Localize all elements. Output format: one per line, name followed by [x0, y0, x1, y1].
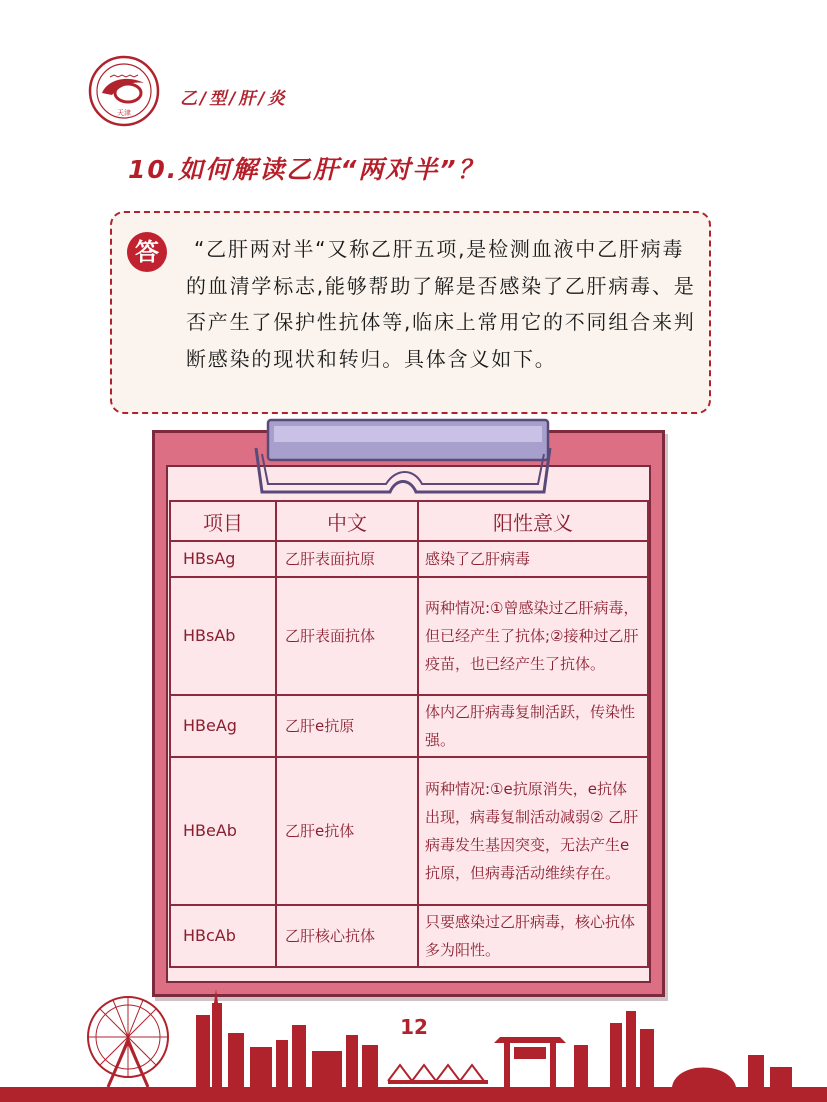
series-title: 乙/型/肝/炎 — [180, 89, 288, 109]
row-chinese: 乙肝e抗原 — [276, 695, 418, 757]
header-item: 项目 — [170, 501, 276, 541]
table-header-row — [170, 501, 648, 541]
answer-text: “乙肝两对半“又称乙肝五项,是检测血液中乙肝病毒的血清学标志,能够帮助了解是否感染了乙肝病毒、是否产生了保护性抗体等,临床上常用它的不同组合来判断感染的现状和转归。具体含义如下。 — [186, 237, 696, 371]
row-meaning: 两种情况:①e抗原消失，e抗体出现，病毒复制活动减弱② 乙肝病毒发生基因突变，无法产生e抗原，但病毒活动维续存在。 — [418, 757, 648, 905]
header-chinese: 中文 — [276, 501, 418, 541]
row-item: HBeAb — [170, 757, 276, 905]
row-item: HBsAb — [170, 577, 276, 695]
table-row — [170, 695, 648, 757]
hbv-marker-table — [169, 500, 649, 968]
row-meaning: 只要感染过乙肝病毒，核心抗体多为阳性。 — [418, 905, 648, 967]
row-chinese: 乙肝表面抗体 — [276, 577, 418, 695]
row-item: HBsAg — [170, 541, 276, 577]
header-positive-meaning: 阳性意义 — [418, 501, 648, 541]
row-meaning: 两种情况:①曾感染过乙肝病毒，但已经产生了抗体;②接种过乙肝疫苗，也已经产生了抗体。 — [418, 577, 648, 695]
table-row — [170, 905, 648, 967]
logo — [88, 55, 160, 127]
row-meaning: 体内乙肝病毒复制活跃，传染性强。 — [418, 695, 648, 757]
table-row — [170, 757, 648, 905]
row-chinese: 乙肝e抗体 — [276, 757, 418, 905]
question-title: 10.如何解读乙肝“两对半”？ — [128, 155, 485, 184]
answer-badge: 答 — [127, 232, 167, 272]
clipboard-clip-icon — [250, 418, 555, 500]
row-item: HBcAb — [170, 905, 276, 967]
city-skyline-icon — [0, 985, 827, 1102]
row-meaning: 感染了乙肝病毒 — [418, 541, 648, 577]
row-chinese: 乙肝表面抗原 — [276, 541, 418, 577]
row-chinese: 乙肝核心抗体 — [276, 905, 418, 967]
table-row — [170, 577, 648, 695]
logo-emblem-icon — [88, 55, 160, 127]
page-number: 12 — [400, 1015, 428, 1039]
table-row — [170, 541, 648, 577]
row-item: HBeAg — [170, 695, 276, 757]
logo-text: 天津 — [117, 109, 131, 117]
